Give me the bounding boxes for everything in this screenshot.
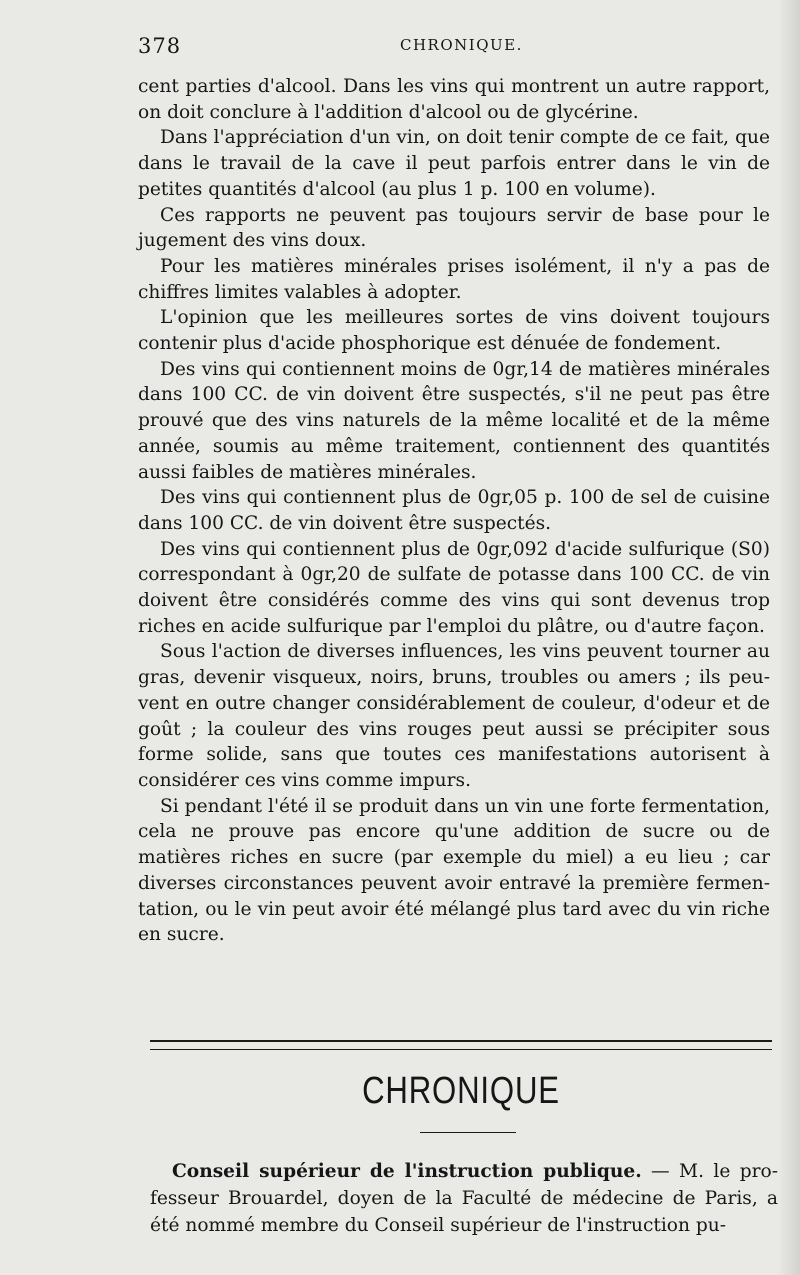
news-heading: Conseil supérieur de l'instruction publique. (172, 1161, 642, 1182)
paragraph: Sous l'action de diverses influences, les vins peuvent tourner au gras, devenir visqueux, noirs, bruns, troubles ou amers ; ils peuvent en outre changer considérablement de couleur, d'odeur et de goût ; la couleur des vins rouges peut aussi se précipiter sous forme solide, sans que toutes ces manifestations autorisent à considérer ces vins comme impurs. (138, 641, 770, 791)
news-paragraph (150, 1158, 778, 1239)
title-underline (420, 1132, 516, 1133)
paragraph: Si pendant l'été il se produit dans un vin une forte fermentation, cela ne prouve pas encore qu'une addition de sucre ou de matières riches en sucre (par exemple du miel) a eu lieu ; car diverses circonstances peuvent avoir entravé la première fermentation, ou le vin peut avoir été mélangé plus tard avec du vin riche en sucre. (138, 795, 770, 946)
body-text (138, 74, 770, 948)
paragraph: Ces rapports ne peuvent pas toujours servir de base pour le jugement des vins doux. (138, 204, 770, 252)
paragraph: Des vins qui contiennent plus de 0gr,05 p. 100 de sel de cuisine dans 100 CC. de vin doivent être suspectés. (138, 487, 770, 534)
paragraph: Pour les matières minérales prises isolément, il n'y a pas de chiffres limites valables à adopter. (138, 255, 770, 303)
paragraph: cent parties d'alcool. Dans les vins qui montrent un autre rapport, on doit conclure à l'addition d'alcool ou de glycérine. (138, 76, 770, 123)
section-divider (150, 1040, 772, 1050)
paragraph: Dans l'appréciation d'un vin, on doit tenir compte de ce fait, que dans le travail de la cave il peut parfois entrer dans le vin de petites quantités d'alcool (au plus 1 p. 100 en volume). (138, 127, 770, 200)
running-head: CHRONIQUE. (400, 36, 523, 54)
news-text: — M. le professeur Brouardel, doyen de la Faculté de médecine de Paris, a été nommé membre du Conseil supérieur de l'instruction pu- (150, 1161, 778, 1236)
news-item (150, 1158, 778, 1239)
section-title: CHRONIQUE (362, 1070, 560, 1112)
paragraph: L'opinion que les meilleures sortes de vins doivent toujours contenir plus d'acide phosphorique est dénuée de fondement. (138, 307, 770, 355)
paragraph: Des vins qui contiennent moins de 0gr,14 de matières minérales dans 100 CC. de vin doivent être suspectés, s'il ne peut pas être prouvé que des vins naturels de la même localité et de la même année, soumis au même traitement, contiennent des quantités aussi faibles de matières minérales. (138, 358, 770, 483)
paragraph: Des vins qui contiennent plus de 0gr,092 d'acide sulfurique (S0) correspondant à 0gr,20 de sulfate de potasse dans 100 CC. de vin doivent être considérés comme des vins qui sont devenus trop riches en acide sulfurique par l'emploi du plâtre, ou d'autre façon. (138, 538, 770, 637)
page-header (138, 30, 738, 64)
page-number: 378 (138, 34, 182, 58)
